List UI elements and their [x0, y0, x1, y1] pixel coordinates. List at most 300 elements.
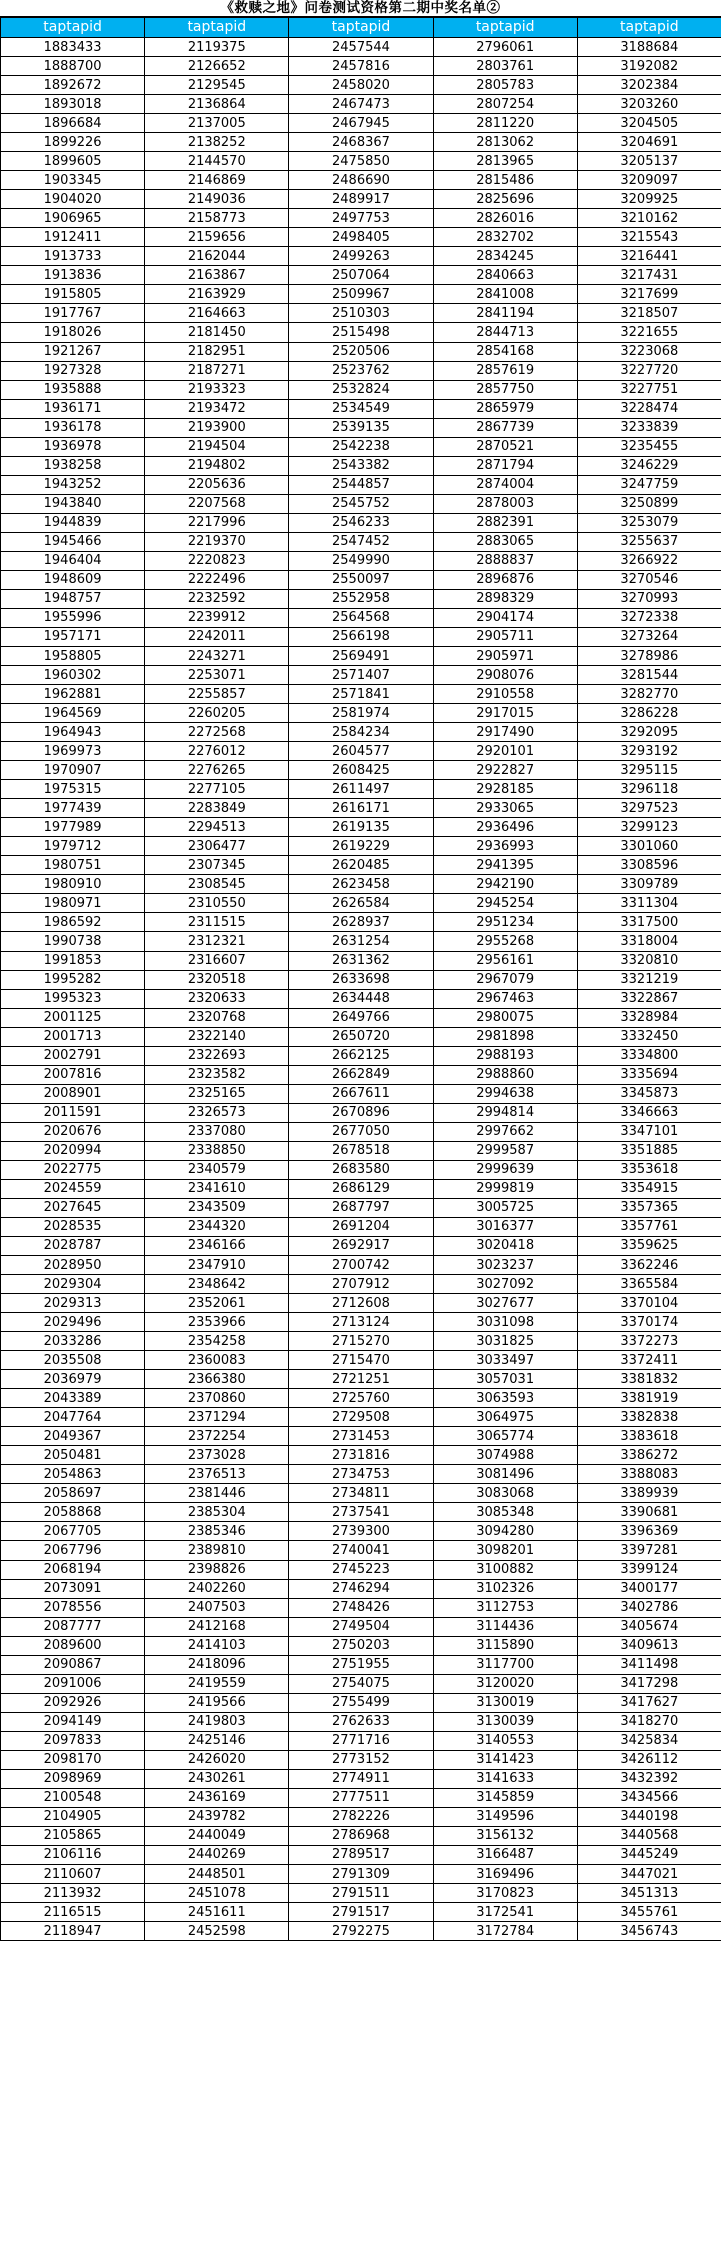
table-row [1, 666, 721, 685]
taptapid-cell: 3332450 [577, 1027, 721, 1046]
taptapid-cell: 3169496 [433, 1865, 577, 1884]
taptapid-cell: 3266922 [577, 551, 721, 570]
taptapid-cell: 3141633 [433, 1769, 577, 1788]
taptapid-cell: 2306477 [145, 837, 289, 856]
column-header: taptapid [577, 18, 721, 38]
taptapid-cell: 2448501 [145, 1865, 289, 1884]
table-row [1, 1256, 721, 1275]
taptapid-cell: 2137005 [145, 114, 289, 133]
taptapid-cell: 2193323 [145, 380, 289, 399]
taptapid-cell: 3445249 [577, 1845, 721, 1864]
taptapid-cell: 2888837 [433, 551, 577, 570]
taptapid-cell: 3411498 [577, 1655, 721, 1674]
taptapid-cell: 2692917 [289, 1236, 433, 1255]
taptapid-cell: 2320633 [145, 989, 289, 1008]
table-row [1, 1750, 721, 1769]
taptapid-cell: 3297523 [577, 799, 721, 818]
taptapid-cell: 2092926 [1, 1693, 145, 1712]
taptapid-cell: 2106116 [1, 1845, 145, 1864]
taptapid-cell: 3140553 [433, 1731, 577, 1750]
taptapid-cell: 2002791 [1, 1046, 145, 1065]
taptapid-cell: 1896684 [1, 114, 145, 133]
taptapid-cell: 2532824 [289, 380, 433, 399]
taptapid-cell: 1986592 [1, 913, 145, 932]
taptapid-cell: 3301060 [577, 837, 721, 856]
taptapid-cell: 3389939 [577, 1484, 721, 1503]
table-row [1, 970, 721, 989]
taptapid-cell: 1995323 [1, 989, 145, 1008]
taptapid-cell: 3102326 [433, 1579, 577, 1598]
taptapid-cell: 3172541 [433, 1903, 577, 1922]
taptapid-cell: 2159656 [145, 228, 289, 247]
taptapid-cell: 3296118 [577, 780, 721, 799]
taptapid-cell: 2260205 [145, 704, 289, 723]
taptapid-cell: 3023237 [433, 1256, 577, 1275]
taptapid-cell: 2569491 [289, 647, 433, 666]
taptapid-cell: 3292095 [577, 723, 721, 742]
taptapid-cell: 2951234 [433, 913, 577, 932]
taptapid-cell: 2094149 [1, 1712, 145, 1731]
taptapid-cell: 2883065 [433, 532, 577, 551]
taptapid-cell: 2110607 [1, 1865, 145, 1884]
column-header: taptapid [433, 18, 577, 38]
table-row [1, 1389, 721, 1408]
taptapid-cell: 3382838 [577, 1408, 721, 1427]
taptapid-cell: 2813062 [433, 133, 577, 152]
taptapid-cell: 1906965 [1, 209, 145, 228]
taptapid-cell: 2749504 [289, 1617, 433, 1636]
table-row [1, 723, 721, 742]
taptapid-cell: 2029304 [1, 1275, 145, 1294]
taptapid-cell: 2774911 [289, 1769, 433, 1788]
taptapid-cell: 1970907 [1, 761, 145, 780]
table-row [1, 1065, 721, 1084]
taptapid-cell: 2033286 [1, 1332, 145, 1351]
taptapid-cell: 2164663 [145, 304, 289, 323]
taptapid-cell: 2534549 [289, 399, 433, 418]
taptapid-cell: 3322867 [577, 989, 721, 1008]
taptapid-cell: 2777511 [289, 1788, 433, 1807]
taptapid-cell: 2219370 [145, 532, 289, 551]
table-row [1, 1160, 721, 1179]
taptapid-cell: 3098201 [433, 1541, 577, 1560]
taptapid-cell: 1912411 [1, 228, 145, 247]
taptapid-cell: 2628937 [289, 913, 433, 932]
table-row [1, 209, 721, 228]
taptapid-cell: 2791511 [289, 1884, 433, 1903]
taptapid-cell: 1899605 [1, 152, 145, 171]
taptapid-cell: 2734753 [289, 1465, 433, 1484]
taptapid-cell: 2854168 [433, 342, 577, 361]
table-row [1, 1769, 721, 1788]
column-header: taptapid [145, 18, 289, 38]
taptapid-cell: 2936496 [433, 818, 577, 837]
taptapid-cell: 2489917 [289, 190, 433, 209]
taptapid-cell: 2118947 [1, 1922, 145, 1941]
table-row [1, 1560, 721, 1579]
taptapid-cell: 3388083 [577, 1465, 721, 1484]
taptapid-cell: 2755499 [289, 1693, 433, 1712]
taptapid-cell: 2619135 [289, 818, 433, 837]
taptapid-cell: 2844713 [433, 323, 577, 342]
taptapid-cell: 3247759 [577, 475, 721, 494]
taptapid-cell: 3346663 [577, 1103, 721, 1122]
table-row [1, 1465, 721, 1484]
taptapid-cell: 2611497 [289, 780, 433, 799]
taptapid-cell: 2326573 [145, 1103, 289, 1122]
taptapid-cell: 2243271 [145, 647, 289, 666]
table-row [1, 380, 721, 399]
taptapid-cell: 2119375 [145, 38, 289, 57]
taptapid-cell: 2543382 [289, 456, 433, 475]
taptapid-cell: 3311304 [577, 894, 721, 913]
taptapid-cell: 2917015 [433, 704, 577, 723]
taptapid-cell: 2307345 [145, 856, 289, 875]
taptapid-cell: 3328984 [577, 1008, 721, 1027]
taptapid-cell: 2348642 [145, 1275, 289, 1294]
taptapid-cell: 2550097 [289, 570, 433, 589]
taptapid-cell: 2116515 [1, 1903, 145, 1922]
taptapid-cell: 2323582 [145, 1065, 289, 1084]
taptapid-cell: 1980910 [1, 875, 145, 894]
taptapid-cell: 2451611 [145, 1903, 289, 1922]
taptapid-cell: 3417627 [577, 1693, 721, 1712]
taptapid-cell: 3362246 [577, 1256, 721, 1275]
taptapid-cell: 2841194 [433, 304, 577, 323]
table-row [1, 114, 721, 133]
taptapid-cell: 2090867 [1, 1655, 145, 1674]
taptapid-cell: 2920101 [433, 742, 577, 761]
taptapid-cell: 3447021 [577, 1865, 721, 1884]
taptapid-cell: 2544857 [289, 475, 433, 494]
table-row [1, 742, 721, 761]
taptapid-cell: 2813965 [433, 152, 577, 171]
taptapid-cell: 2024559 [1, 1179, 145, 1198]
table-row [1, 799, 721, 818]
table-row [1, 551, 721, 570]
taptapid-cell: 2782226 [289, 1807, 433, 1826]
table-row [1, 704, 721, 723]
taptapid-cell: 2857619 [433, 361, 577, 380]
taptapid-cell: 2020676 [1, 1122, 145, 1141]
taptapid-cell: 3282770 [577, 685, 721, 704]
taptapid-cell: 3130039 [433, 1712, 577, 1731]
taptapid-cell: 2751955 [289, 1655, 433, 1674]
taptapid-cell: 3347101 [577, 1122, 721, 1141]
taptapid-cell: 2988860 [433, 1065, 577, 1084]
taptapid-cell: 2451078 [145, 1884, 289, 1903]
taptapid-cell: 3083068 [433, 1484, 577, 1503]
taptapid-cell: 2419566 [145, 1693, 289, 1712]
taptapid-cell: 2547452 [289, 532, 433, 551]
table-row [1, 837, 721, 856]
taptapid-cell: 1946404 [1, 551, 145, 570]
taptapid-cell: 2475850 [289, 152, 433, 171]
table-row [1, 608, 721, 627]
taptapid-cell: 2385346 [145, 1522, 289, 1541]
taptapid-cell: 2113932 [1, 1884, 145, 1903]
table-row [1, 1103, 721, 1122]
taptapid-cell: 2316607 [145, 951, 289, 970]
taptapid-cell: 2343509 [145, 1198, 289, 1217]
taptapid-cell: 1991853 [1, 951, 145, 970]
taptapid-cell: 2091006 [1, 1674, 145, 1693]
taptapid-cell: 2425146 [145, 1731, 289, 1750]
taptapid-cell: 3217431 [577, 266, 721, 285]
table-row [1, 1008, 721, 1027]
table-row [1, 1522, 721, 1541]
taptapid-cell: 2058697 [1, 1484, 145, 1503]
table-row [1, 304, 721, 323]
taptapid-cell: 2353966 [145, 1313, 289, 1332]
taptapid-cell: 3451313 [577, 1884, 721, 1903]
taptapid-cell: 2440269 [145, 1845, 289, 1864]
sheet-title: 《救赎之地》问卷测试资格第二期中奖名单② [0, 0, 721, 17]
taptapid-cell: 2067796 [1, 1541, 145, 1560]
taptapid-cell: 2608425 [289, 761, 433, 780]
taptapid-cell: 2452598 [145, 1922, 289, 1941]
taptapid-cell: 3235455 [577, 437, 721, 456]
taptapid-cell: 2507064 [289, 266, 433, 285]
taptapid-cell: 2402260 [145, 1579, 289, 1598]
taptapid-cell: 2136864 [145, 95, 289, 114]
taptapid-cell: 2825696 [433, 190, 577, 209]
taptapid-cell: 1918026 [1, 323, 145, 342]
taptapid-cell: 2616171 [289, 799, 433, 818]
taptapid-cell: 3353618 [577, 1160, 721, 1179]
taptapid-cell: 3117700 [433, 1655, 577, 1674]
taptapid-cell: 3321219 [577, 970, 721, 989]
table-row [1, 894, 721, 913]
taptapid-cell: 2194802 [145, 456, 289, 475]
table-row [1, 1294, 721, 1313]
taptapid-cell: 2910558 [433, 685, 577, 704]
taptapid-cell: 2087777 [1, 1617, 145, 1636]
taptapid-cell: 2515498 [289, 323, 433, 342]
table-row [1, 685, 721, 704]
taptapid-cell: 1995282 [1, 970, 145, 989]
taptapid-cell: 3172784 [433, 1922, 577, 1941]
taptapid-cell: 2791517 [289, 1903, 433, 1922]
taptapid-cell: 3345873 [577, 1084, 721, 1103]
taptapid-cell: 3221655 [577, 323, 721, 342]
taptapid-cell: 3130019 [433, 1693, 577, 1712]
taptapid-cell: 1892672 [1, 76, 145, 95]
taptapid-cell: 2670896 [289, 1103, 433, 1122]
table-row [1, 361, 721, 380]
table-row [1, 1503, 721, 1522]
taptapid-cell: 2994814 [433, 1103, 577, 1122]
taptapid-cell: 2712608 [289, 1294, 433, 1313]
taptapid-cell: 3217699 [577, 285, 721, 304]
taptapid-cell: 3357761 [577, 1217, 721, 1236]
taptapid-cell: 2058868 [1, 1503, 145, 1522]
taptapid-cell: 3317500 [577, 913, 721, 932]
taptapid-cell: 2691204 [289, 1217, 433, 1236]
table-row [1, 1826, 721, 1845]
taptapid-cell: 3351885 [577, 1141, 721, 1160]
taptapid-cell: 3309789 [577, 875, 721, 894]
taptapid-cell: 3233839 [577, 418, 721, 437]
table-row [1, 989, 721, 1008]
taptapid-cell: 2232592 [145, 589, 289, 608]
table-row [1, 76, 721, 95]
taptapid-cell: 2011591 [1, 1103, 145, 1122]
taptapid-cell: 3246229 [577, 456, 721, 475]
taptapid-cell: 2338850 [145, 1141, 289, 1160]
taptapid-cell: 1921267 [1, 342, 145, 361]
taptapid-cell: 3192082 [577, 57, 721, 76]
table-row [1, 1179, 721, 1198]
table-row [1, 285, 721, 304]
taptapid-cell: 2988193 [433, 1046, 577, 1065]
taptapid-cell: 1913836 [1, 266, 145, 285]
taptapid-cell: 2430261 [145, 1769, 289, 1788]
table-row [1, 1275, 721, 1294]
taptapid-cell: 1969973 [1, 742, 145, 761]
table-row [1, 1484, 721, 1503]
table-row [1, 1731, 721, 1750]
table-row [1, 1845, 721, 1864]
table-row [1, 570, 721, 589]
taptapid-cell: 2792275 [289, 1922, 433, 1941]
taptapid-cell: 2510303 [289, 304, 433, 323]
taptapid-cell: 2898329 [433, 589, 577, 608]
table-row [1, 1332, 721, 1351]
taptapid-cell: 2253071 [145, 666, 289, 685]
taptapid-cell: 3031825 [433, 1332, 577, 1351]
taptapid-cell: 2796061 [433, 38, 577, 57]
taptapid-cell: 2242011 [145, 627, 289, 646]
taptapid-cell: 1948757 [1, 589, 145, 608]
taptapid-cell: 1936171 [1, 399, 145, 418]
taptapid-cell: 3426112 [577, 1750, 721, 1769]
table-row [1, 1446, 721, 1465]
taptapid-cell: 2276012 [145, 742, 289, 761]
taptapid-cell: 2509967 [289, 285, 433, 304]
table-row [1, 589, 721, 608]
taptapid-cell: 2832702 [433, 228, 577, 247]
taptapid-cell: 3027677 [433, 1294, 577, 1313]
taptapid-cell: 2370860 [145, 1389, 289, 1408]
taptapid-cell: 2220823 [145, 551, 289, 570]
taptapid-cell: 2414103 [145, 1636, 289, 1655]
taptapid-cell: 2193472 [145, 399, 289, 418]
taptapid-cell: 2050481 [1, 1446, 145, 1465]
taptapid-cell: 2373028 [145, 1446, 289, 1465]
taptapid-cell: 3432392 [577, 1769, 721, 1788]
taptapid-cell: 2239912 [145, 608, 289, 627]
taptapid-cell: 2325165 [145, 1084, 289, 1103]
taptapid-cell: 3149596 [433, 1807, 577, 1826]
taptapid-cell: 2677050 [289, 1122, 433, 1141]
taptapid-cell: 2571407 [289, 666, 433, 685]
table-row [1, 133, 721, 152]
taptapid-cell: 1980971 [1, 894, 145, 913]
taptapid-cell: 3335694 [577, 1065, 721, 1084]
taptapid-cell: 2746294 [289, 1579, 433, 1598]
taptapid-cell: 2740041 [289, 1541, 433, 1560]
taptapid-cell: 2871794 [433, 456, 577, 475]
taptapid-cell: 2320518 [145, 970, 289, 989]
taptapid-cell: 2520506 [289, 342, 433, 361]
taptapid-cell: 2194504 [145, 437, 289, 456]
taptapid-cell: 2928185 [433, 780, 577, 799]
taptapid-cell: 2337080 [145, 1122, 289, 1141]
table-row [1, 1141, 721, 1160]
taptapid-cell: 2105865 [1, 1826, 145, 1845]
taptapid-cell: 2662849 [289, 1065, 433, 1084]
taptapid-cell: 1958805 [1, 647, 145, 666]
taptapid-cell: 2933065 [433, 799, 577, 818]
taptapid-cell: 3286228 [577, 704, 721, 723]
taptapid-cell: 2687797 [289, 1198, 433, 1217]
taptapid-cell: 2193900 [145, 418, 289, 437]
taptapid-cell: 3370174 [577, 1313, 721, 1332]
taptapid-cell: 3209097 [577, 171, 721, 190]
taptapid-cell: 2721251 [289, 1370, 433, 1389]
taptapid-cell: 2467473 [289, 95, 433, 114]
taptapid-cell: 3064975 [433, 1408, 577, 1427]
taptapid-cell: 3272338 [577, 608, 721, 627]
table-row [1, 780, 721, 799]
taptapid-cell: 3210162 [577, 209, 721, 228]
taptapid-cell: 1962881 [1, 685, 145, 704]
taptapid-cell: 2771716 [289, 1731, 433, 1750]
taptapid-cell: 3145859 [433, 1788, 577, 1807]
taptapid-cell: 2999819 [433, 1179, 577, 1198]
taptapid-cell: 2098969 [1, 1769, 145, 1788]
taptapid-cell: 2381446 [145, 1484, 289, 1503]
column-header: taptapid [1, 18, 145, 38]
taptapid-cell: 2322140 [145, 1027, 289, 1046]
table-row [1, 913, 721, 932]
taptapid-cell: 3065774 [433, 1427, 577, 1446]
taptapid-cell: 2457544 [289, 38, 433, 57]
taptapid-cell: 1990738 [1, 932, 145, 951]
taptapid-cell: 2372254 [145, 1427, 289, 1446]
table-row [1, 342, 721, 361]
taptapid-cell: 3425834 [577, 1731, 721, 1750]
taptapid-cell: 2385304 [145, 1503, 289, 1522]
taptapid-cell: 2882391 [433, 513, 577, 532]
taptapid-cell: 2874004 [433, 475, 577, 494]
table-row [1, 228, 721, 247]
taptapid-cell: 2905711 [433, 627, 577, 646]
taptapid-cell: 2049367 [1, 1427, 145, 1446]
taptapid-cell: 3270546 [577, 570, 721, 589]
taptapid-cell: 2035508 [1, 1351, 145, 1370]
table-row [1, 1541, 721, 1560]
taptapid-cell: 3218507 [577, 304, 721, 323]
table-row [1, 1693, 721, 1712]
taptapid-cell: 2791309 [289, 1865, 433, 1884]
taptapid-cell: 3120020 [433, 1674, 577, 1693]
taptapid-cell: 2144570 [145, 152, 289, 171]
taptapid-cell: 3299123 [577, 818, 721, 837]
table-row [1, 1198, 721, 1217]
taptapid-cell: 2217996 [145, 513, 289, 532]
taptapid-cell: 3372273 [577, 1332, 721, 1351]
taptapid-cell: 3409613 [577, 1636, 721, 1655]
taptapid-cell: 3016377 [433, 1217, 577, 1236]
table-row [1, 95, 721, 114]
taptapid-cell: 3227751 [577, 380, 721, 399]
taptapid-cell: 2089600 [1, 1636, 145, 1655]
taptapid-cell: 3170823 [433, 1884, 577, 1903]
table-row [1, 323, 721, 342]
taptapid-cell: 3253079 [577, 513, 721, 532]
